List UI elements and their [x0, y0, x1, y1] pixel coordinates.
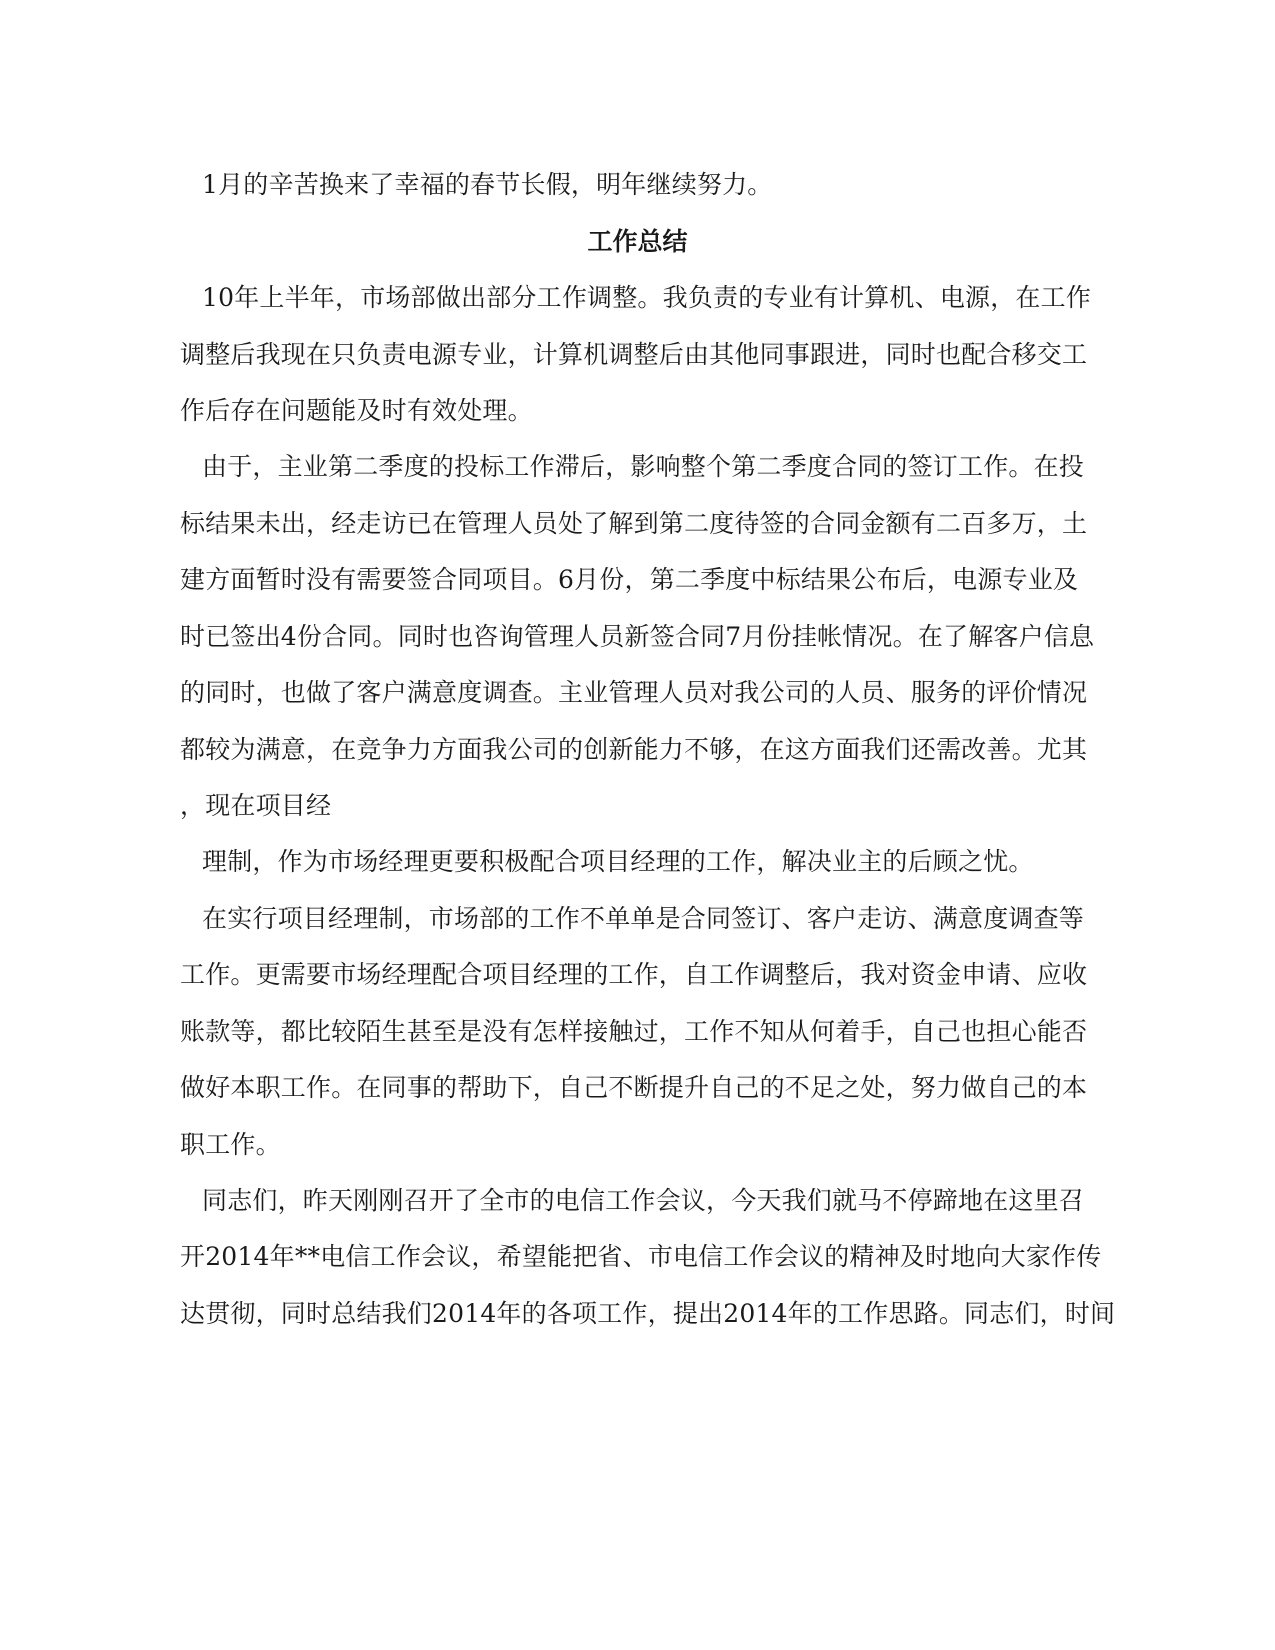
text-line: 建方面暂时没有需要签合同项目。6月份，第二季度中标结果公布后，电源专业及 [180, 565, 1079, 594]
text-line: 开2014年**电信工作会议，希望能把省、市电信工作会议的精神及时地向大家作传 [180, 1242, 1102, 1271]
text-line: 同志们，昨天刚刚召开了全市的电信工作会议，今天我们就马不停蹄地在这里召 [202, 1186, 1085, 1215]
text-line: 标结果未出，经走访已在管理人员处了解到第二度待签的合同金额有二百多万，土 [180, 509, 1088, 538]
text-line: 都较为满意，在竞争力方面我公司的创新能力不够，在这方面我们还需改善。尤其 [180, 735, 1088, 764]
text-line: 工作。更需要市场经理配合项目经理的工作，自工作调整后，我对资金申请、应收 [180, 960, 1088, 989]
text-line: 职工作。 [180, 1130, 281, 1159]
text-line: 作后存在问题能及时有效处理。 [180, 396, 533, 425]
intro-line: 1月的辛苦换来了幸福的春节长假，明年继续努力。 [202, 170, 773, 199]
text-line: 由于，主业第二季度的投标工作滞后，影响整个第二季度合同的签订工作。在投 [202, 452, 1085, 481]
text-line: 做好本职工作。在同事的帮助下，自己不断提升自己的不足之处，努力做自己的本 [180, 1073, 1088, 1102]
document-title: 工作总结 [587, 227, 688, 256]
text-line: 的同时，也做了客户满意度调查。主业管理人员对我公司的人员、服务的评价情况 [180, 678, 1088, 707]
text-line: 调整后我现在只负责电源专业，计算机调整后由其他同事跟进，同时也配合移交工 [180, 340, 1088, 369]
text-line: ，现在项目经 [180, 791, 332, 820]
text-line: 时已签出4份合同。同时也咨询管理人员新签合同7月份挂帐情况。在了解客户信息 [180, 622, 1095, 651]
text-line: 10年上半年，市场部做出部分工作调整。我负责的专业有计算机、电源，在工作 [202, 283, 1092, 312]
text-line: 理制，作为市场经理更要积极配合项目经理的工作，解决业主的后顾之忧。 [202, 847, 1034, 876]
text-line: 账款等，都比较陌生甚至是没有怎样接触过，工作不知从何着手，自己也担心能否 [180, 1017, 1088, 1046]
text-line: 达贯彻，同时总结我们2014年的各项工作，提出2014年的工作思路。同志们，时间 [180, 1299, 1116, 1328]
text-line: 在实行项目经理制，市场部的工作不单单是合同签订、客户走访、满意度调查等 [202, 904, 1085, 933]
